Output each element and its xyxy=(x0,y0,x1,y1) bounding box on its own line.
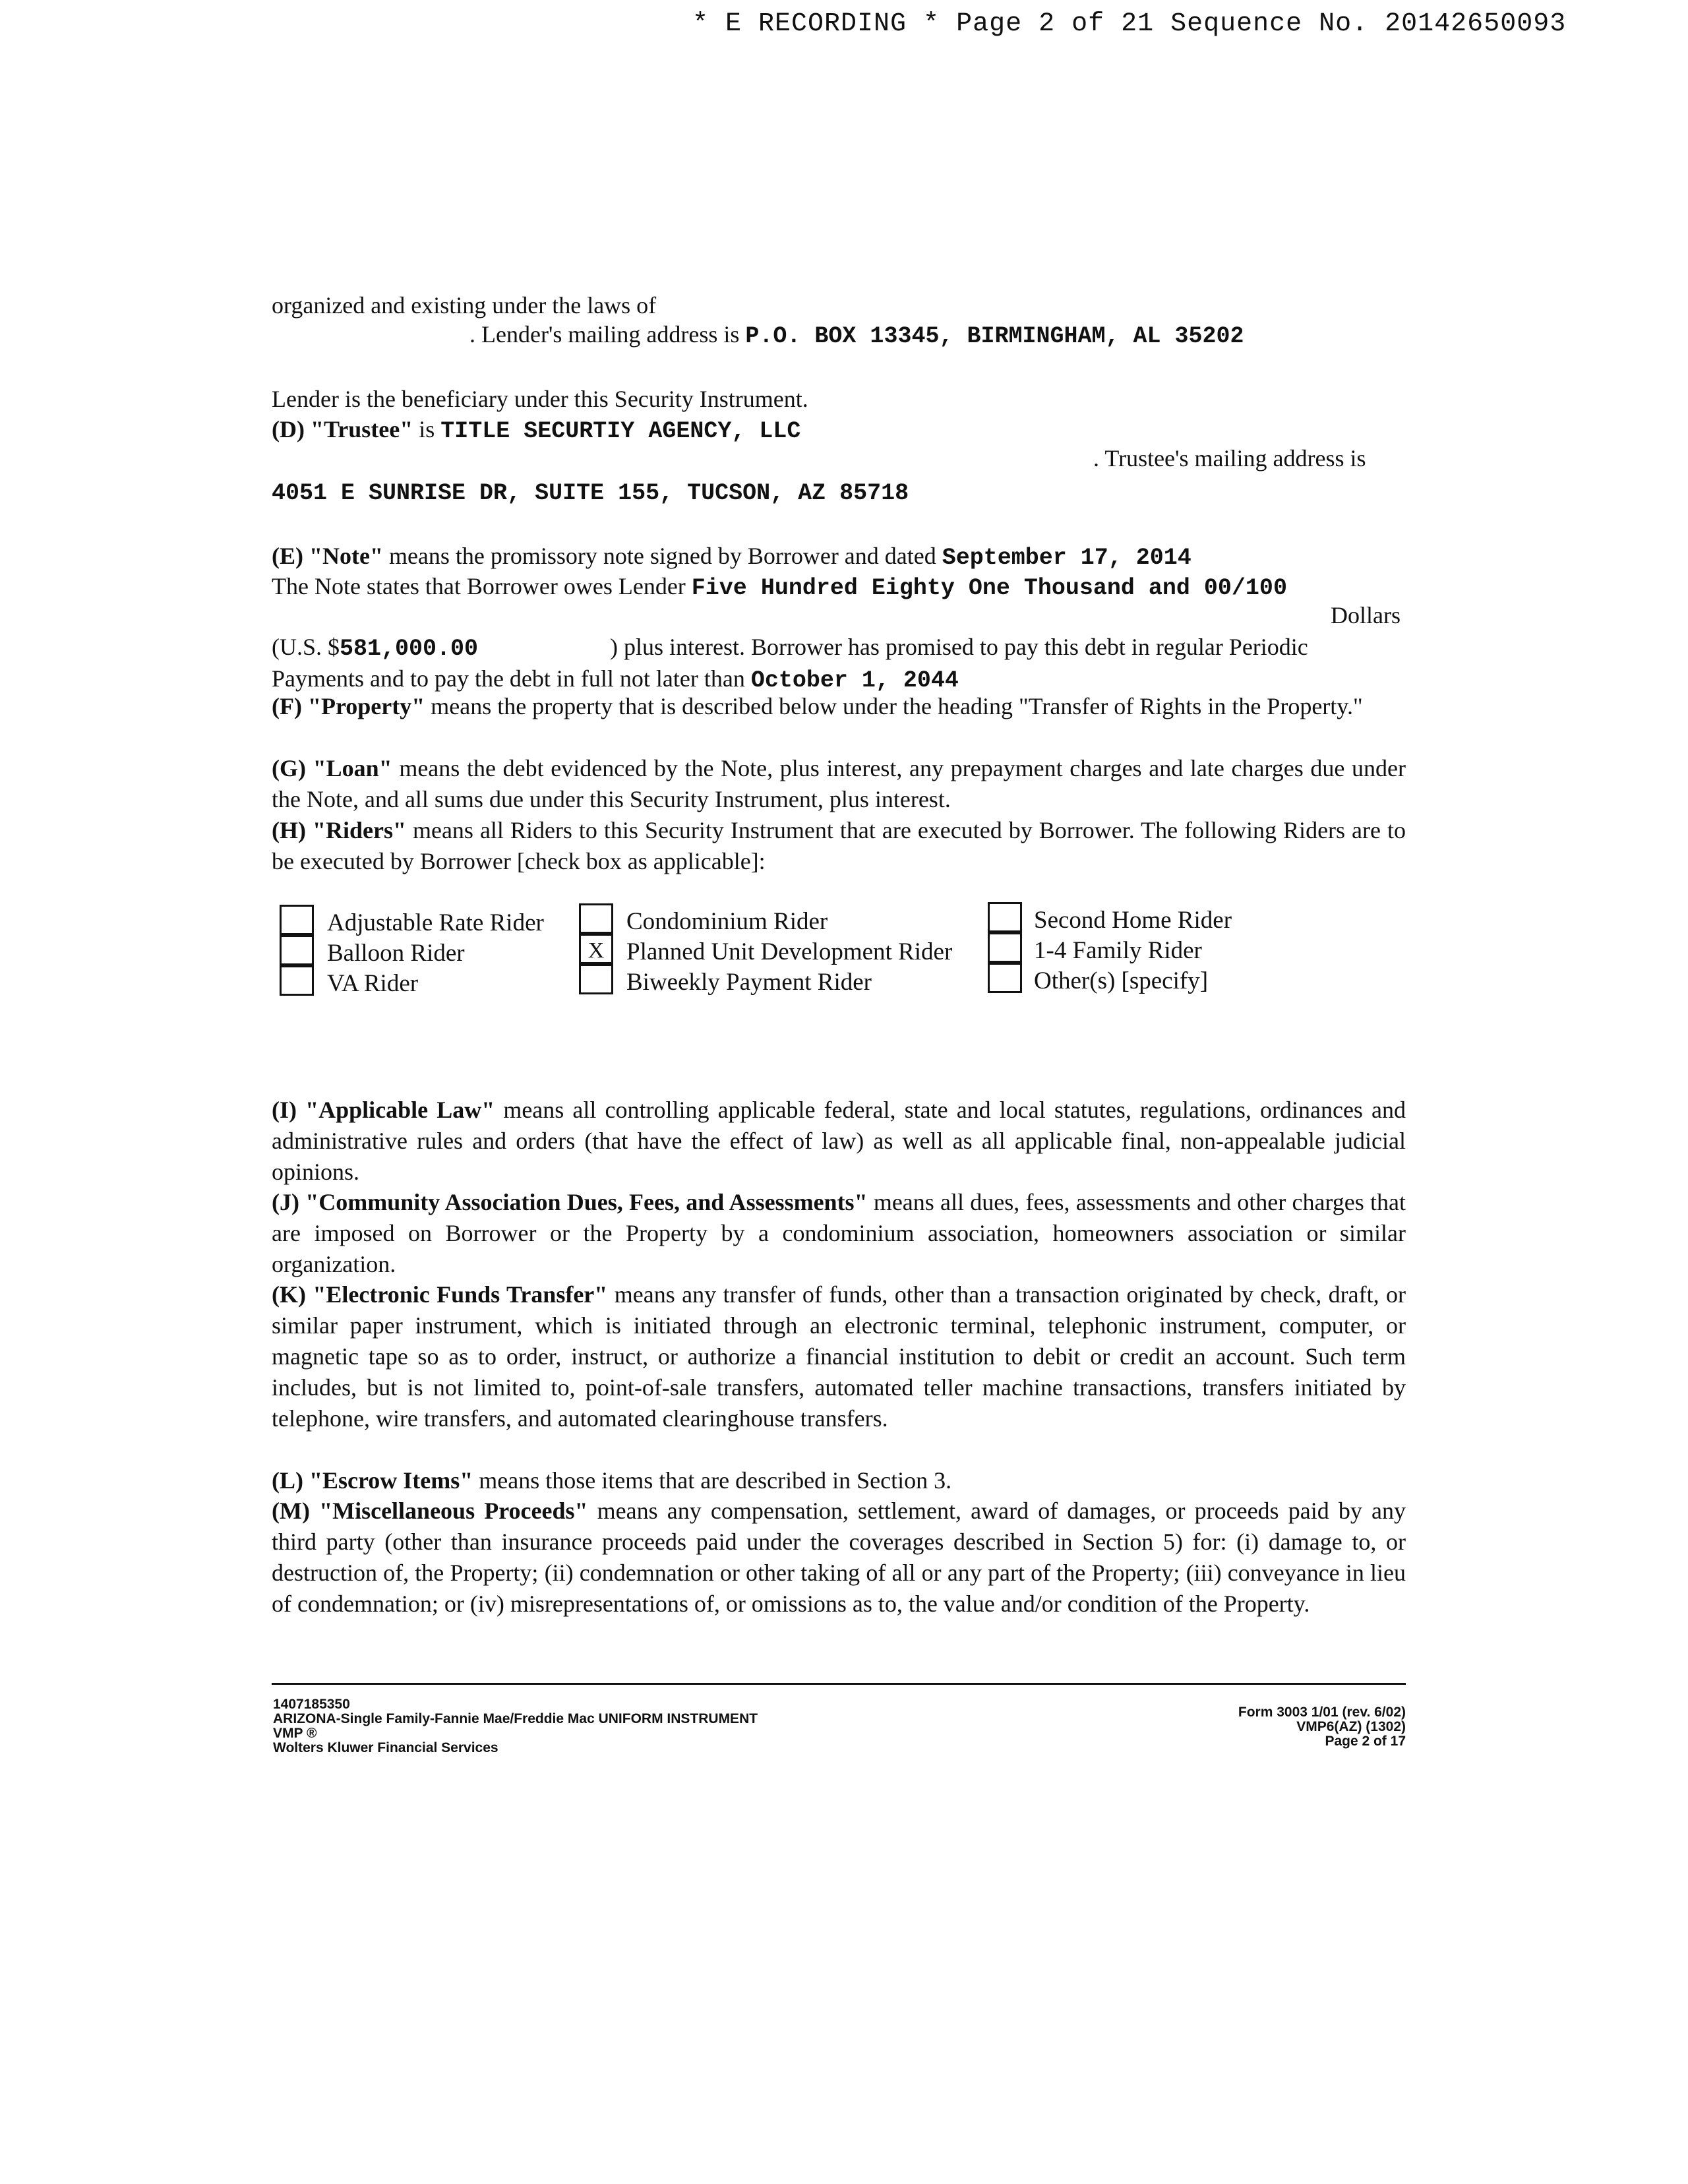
footer-form: Form 3003 1/01 (rev. 6/02) xyxy=(1238,1705,1406,1720)
footer-left xyxy=(273,1697,758,1755)
trustee-address: 4051 E SUNRISE DR, SUITE 155, TUCSON, AZ 85718 xyxy=(272,480,909,506)
riders-text: means all Riders to this Security Instrument that are executed by Borrower. The following Riders are to be executed by Borrower [check box as applicable]: xyxy=(272,817,1406,874)
loan-definition xyxy=(272,753,1406,815)
rider-checkbox-planned-unit-development[interactable]: X xyxy=(579,934,613,964)
rider-label-adjustable-rate: Adjustable Rate Rider xyxy=(327,909,544,936)
note-maturity: October 1, 2044 xyxy=(750,667,959,694)
rider-checkbox-other[interactable] xyxy=(988,963,1022,993)
note-line-2 xyxy=(272,572,1287,601)
note-us-prefix: (U.S. $ xyxy=(272,634,340,660)
lender-mailing-line xyxy=(469,320,1244,349)
property-label: (F) "Property" xyxy=(272,693,425,719)
misc-proceeds-definition xyxy=(272,1496,1406,1620)
trustee-label: (D) "Trustee" xyxy=(272,416,413,442)
note-date: September 17, 2014 xyxy=(942,545,1191,571)
rider-label-other: Other(s) [specify] xyxy=(1034,967,1209,994)
rider-checkbox-biweekly-payment[interactable] xyxy=(579,964,613,994)
lender-mailing-prefix: . Lender's mailing address is xyxy=(469,321,740,348)
applicable-law-label: (I) "Applicable Law" xyxy=(272,1097,495,1123)
recording-header: * E RECORDING * Page 2 of 21 Sequence No. 20142650093 xyxy=(692,9,1567,39)
note-text-3: ) plus interest. Borrower has promised to pay this debt in regular Periodic xyxy=(610,634,1308,660)
rider-label-1-4-family: 1-4 Family Rider xyxy=(1034,937,1202,964)
rider-label-biweekly-payment: Biweekly Payment Rider xyxy=(626,969,872,996)
lender-mailing-address: P.O. BOX 13345, BIRMINGHAM, AL 35202 xyxy=(745,323,1244,349)
footer-publisher: Wolters Kluwer Financial Services xyxy=(273,1740,498,1755)
note-dollars: Dollars xyxy=(1331,602,1401,628)
misc-proceeds-text: means any compensation, settlement, award of damages, or proceeds paid by any third party (other than insurance proceeds paid under the coverages described in Section 5) for: (i) damage to, or destruction of, the Property; (ii) condemnation or other taking of all or any part of the Property; (iii) conveyance in lieu of condemnation; or (iv) misrepresentations of, or omissions as to, the value and/or condition of the Property. xyxy=(272,1498,1406,1617)
applicable-law-definition xyxy=(272,1095,1406,1188)
rider-label-condominium: Condominium Rider xyxy=(626,908,828,935)
escrow-text: means those items that are described in Section 3. xyxy=(479,1467,952,1494)
rider-checkbox-condominium[interactable] xyxy=(579,903,613,934)
footer-rule xyxy=(272,1683,1406,1685)
rider-checkbox-second-home[interactable] xyxy=(988,902,1022,932)
riders-label: (H) "Riders" xyxy=(272,817,406,843)
trustee-line xyxy=(272,415,800,444)
community-dues-text: means all dues, fees, assessments and other charges that are imposed on Borrower or the Property by a condominium association, homeowners association or similar organization. xyxy=(272,1189,1406,1277)
eft-text: means any transfer of funds, other than a transaction originated by check, draft, or similar paper instrument, which is initiated through an electronic terminal, telephonic instrument, computer, or magnetic tape so as to order, instruct, or authorize a financial institution to debit or credit an account. Such term includes, but is not limited to, point-of-sale transfers, automated teller machine transactions, transfers initiated by telephone, wire transfers, and automated clearinghouse transfers. xyxy=(272,1281,1406,1432)
note-line-4 xyxy=(272,665,959,694)
footer-instrument: ARIZONA-Single Family-Fannie Mae/Freddie Mac UNIFORM INSTRUMENT xyxy=(273,1711,758,1726)
note-amount-words: Five Hundred Eighty One Thousand and 00/100 xyxy=(691,575,1287,601)
rider-label-second-home: Second Home Rider xyxy=(1034,907,1232,934)
eft-label: (K) "Electronic Funds Transfer" xyxy=(272,1281,608,1308)
community-dues-label: (J) "Community Association Dues, Fees, and Assessments" xyxy=(272,1189,868,1215)
trustee-is-text: is xyxy=(419,416,435,442)
misc-proceeds-label: (M) "Miscellaneous Proceeds" xyxy=(272,1498,588,1524)
rider-label-balloon: Balloon Rider xyxy=(327,940,465,967)
note-line-3 xyxy=(272,633,1308,662)
trustee-name: TITLE SECURTIY AGENCY, LLC xyxy=(440,418,801,444)
footer-code: VMP6(AZ) (1302) xyxy=(1296,1719,1406,1734)
note-text-2: The Note states that Borrower owes Lender xyxy=(272,573,686,599)
property-text: means the property that is described below under the heading "Transfer of Rights in the Property." xyxy=(431,693,1363,719)
note-line-1 xyxy=(272,542,1191,571)
footer-right xyxy=(1238,1705,1406,1749)
rider-label-planned-unit-development: Planned Unit Development Rider xyxy=(626,938,953,965)
note-amount: 581,000.00 xyxy=(340,636,479,662)
applicable-law-text: means all controlling applicable federal, state and local statutes, regulations, ordinances and administrative rules and orders (that have the effect of law) as well as all applicable final, non-appealable judicial opinions. xyxy=(272,1097,1406,1185)
rider-checkbox-va[interactable] xyxy=(280,965,314,996)
footer-page: Page 2 of 17 xyxy=(1325,1734,1406,1749)
note-text-1: means the promissory note signed by Borrower and dated xyxy=(388,543,936,569)
note-text-4: Payments and to pay the debt in full not later than xyxy=(272,665,745,692)
footer-vmp: VMP ® xyxy=(273,1726,317,1741)
rider-checkbox-1-4-family[interactable] xyxy=(988,932,1022,963)
rider-label-va: VA Rider xyxy=(327,970,419,997)
rider-checkbox-adjustable-rate[interactable] xyxy=(280,905,314,935)
community-dues-definition xyxy=(272,1187,1406,1280)
loan-text: means the debt evidenced by the Note, plus interest, any prepayment charges and late charges due under the Note, and all sums due under this Security Instrument, plus interest. xyxy=(272,755,1406,812)
lender-beneficiary-text: Lender is the beneficiary under this Security Instrument. xyxy=(272,386,808,412)
riders-definition xyxy=(272,815,1406,877)
trustee-mailing-suffix: . Trustee's mailing address is xyxy=(1093,445,1366,471)
eft-definition xyxy=(272,1279,1406,1434)
lender-organized-text: organized and existing under the laws of xyxy=(272,292,657,318)
escrow-definition xyxy=(272,1465,1406,1496)
rider-checkbox-balloon[interactable] xyxy=(280,935,314,965)
note-label: (E) "Note" xyxy=(272,543,383,569)
loan-label: (G) "Loan" xyxy=(272,755,392,781)
property-definition xyxy=(272,691,1406,722)
escrow-label: (L) "Escrow Items" xyxy=(272,1467,473,1494)
footer-loan-number: 1407185350 xyxy=(273,1697,350,1712)
